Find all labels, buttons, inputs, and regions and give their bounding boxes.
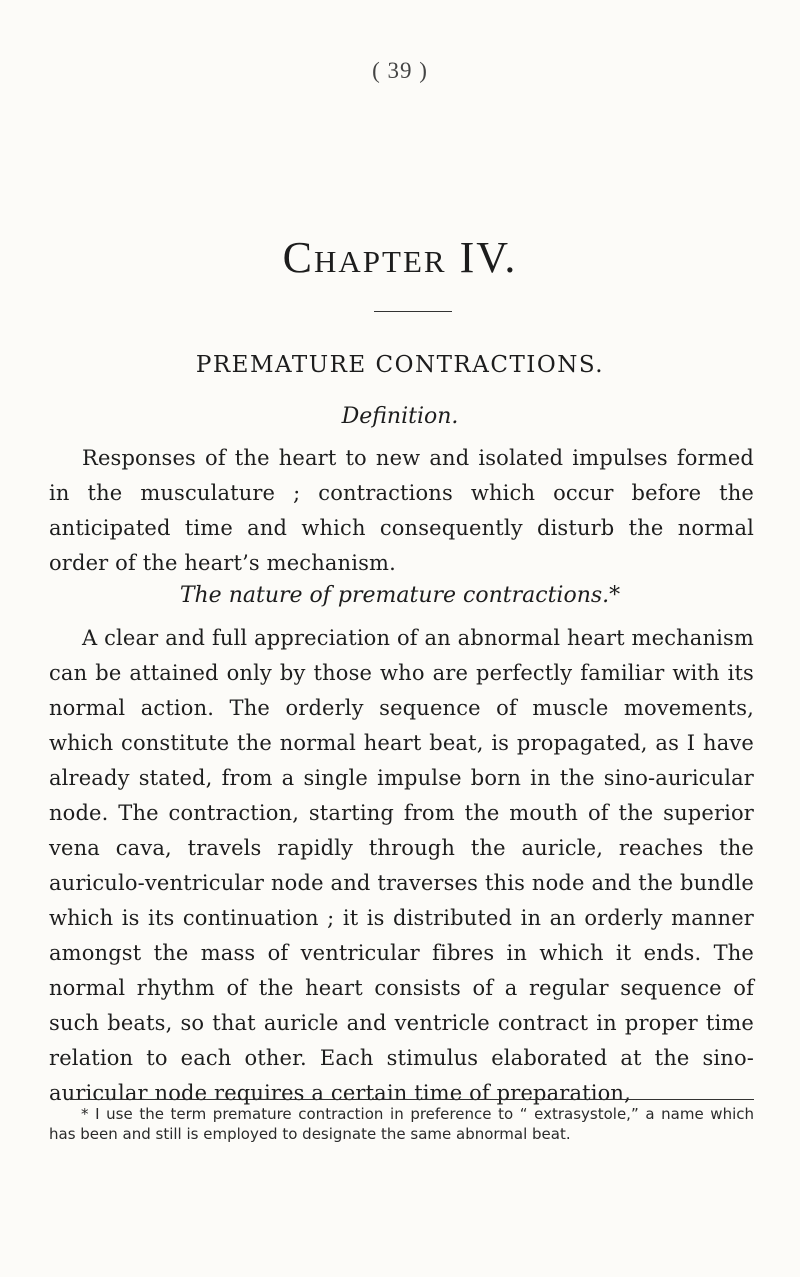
- footnote: * I use the term premature contraction in preference to “ extrasystole,” a name which has been and still is employed to designate the same abnormal beat.: [49, 1105, 754, 1143]
- nature-paragraph: A clear and full appreciation of an abnormal heart mechanism can be attained only by those who are perfectly familiar with its normal action. The orderly sequence of muscle movements, which constitute the normal heart beat, is propagated, as I have already stated, from a single impulse born in the sino-auricular node. The contraction, starting from the mouth of the superior vena cava, travels rapidly through the auricle, reaches the auriculo-ventricular node and traverses this node and the bundle which is its continuation ; it is distributed in an orderly manner amongst the mass of ventricular fibres in which it ends. The normal rhythm of the heart consists of a regular sequence of such beats, so that auricle and ventricle contract in proper time relation to each other. Each stimulus elaborated at the sino-auricular node requires a certain time of preparation,: [49, 626, 754, 1105]
- chapter-title: Chapter IV.: [282, 233, 518, 282]
- chapter-divider: [374, 311, 452, 312]
- section-title: PREMATURE CONTRACTIONS.: [195, 352, 605, 378]
- definition-heading: Definition.: [341, 404, 459, 429]
- footnote-divider: [70, 1099, 754, 1100]
- nature-heading: The nature of premature contractions.*: [179, 583, 621, 608]
- definition-paragraph: Responses of the heart to new and isolated impulses formed in the musculature ; contractions which occur before the anticipated time and which consequently disturb the normal order of the heart’s mechanism.: [49, 446, 754, 575]
- page-number: ( 39 ): [372, 58, 428, 83]
